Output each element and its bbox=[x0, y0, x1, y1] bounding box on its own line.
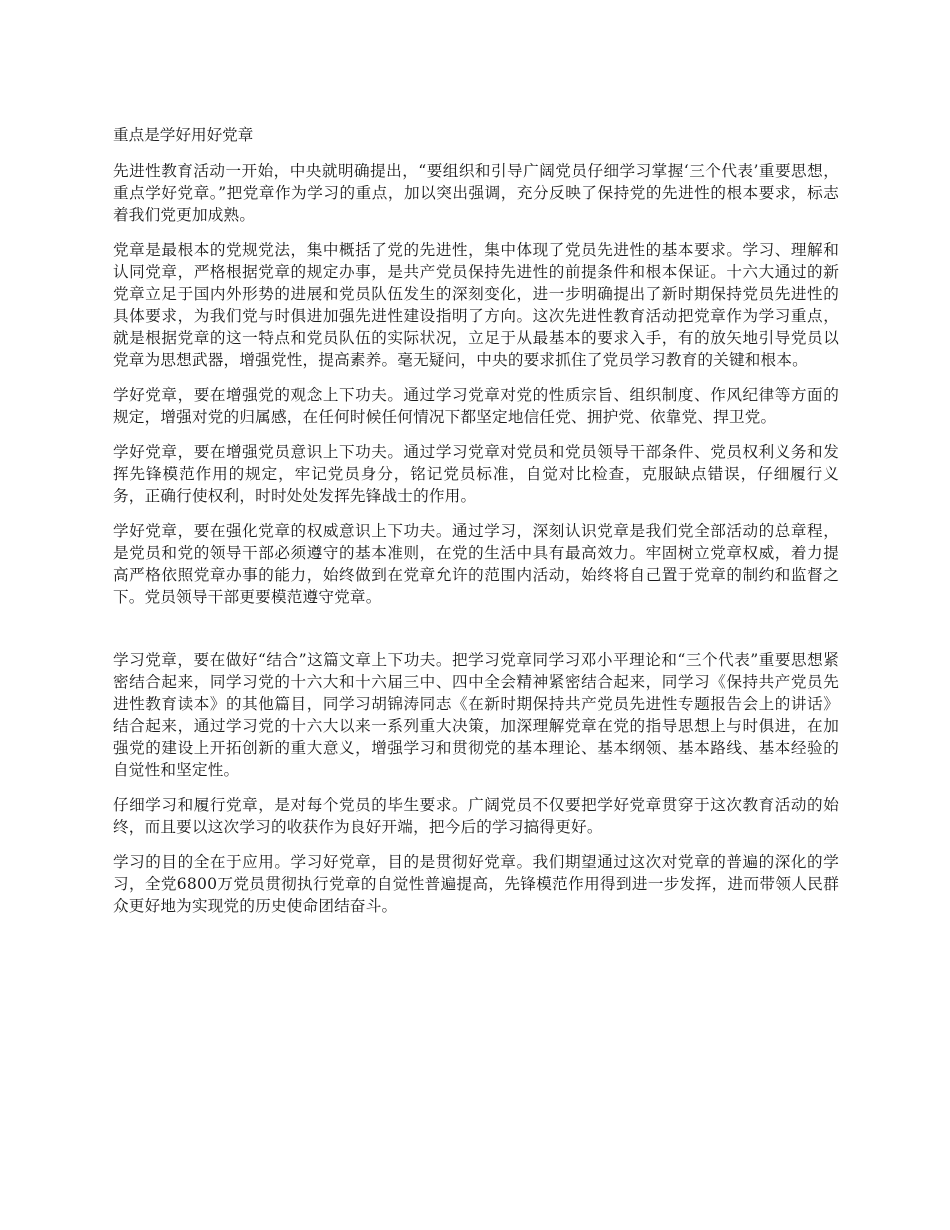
document-page bbox=[113, 124, 839, 930]
paragraph-gap bbox=[113, 621, 839, 649]
paragraph-intro: 先进性教育活动一开始，中央就明确提出，“要组织和引导广阔党员仔细学习掌握‘三个代表’重要思想，重点学好党章。”把党章作为学习的重点，加以突出强调，充分反映了保持党的先进性的根本要求，标志着我们党更加成熟。 bbox=[113, 162, 839, 224]
paragraph-member-awareness: 学好党章，要在增强党员意识上下功夫。通过学习党章对党员和党员领导干部条件、党员权利义务和发挥先锋模范作用的规定，牢记党员身分，铭记党员标准，自觉对比检查，克服缺点错误，仔细履行义务，正确行使权利，时时处处发挥先锋战士的作用。 bbox=[113, 443, 839, 505]
paragraph-application: 学习的目的全在于应用。学习好党章，目的是贯彻好党章。我们期望通过这次对党章的普遍的深化的学习，全党6800万党员贯彻执行党章的自觉性普遍提高，先锋模范作用得到进一步发挥，进而带领人民群众更好地为实现党的历史使命团结奋斗。 bbox=[113, 853, 839, 915]
paragraph-party-constitution: 党章是最根本的党规党法，集中概括了党的先进性，集中体现了党员先进性的基本要求。学习、理解和认同党章，严格根据党章的规定办事，是共产党员保持先进性的前提条件和根本保证。十六大通过的新党章立足于国内外形势的进展和党员队伍发生的深刻变化，进一步明确提出了新时期保持党员先进性的具体要求，为我们党与时俱进加强先进性建设指明了方向。这次先进性教育活动把党章作为学习重点，就是根据党章的这一特点和党员队伍的实际状况，立足于从最基本的要求入手，有的放矢地引导党员以党章为思想武器，增强党性，提高素养。毫无疑问，中央的要求抓住了党员学习教育的关键和根本。 bbox=[113, 241, 839, 369]
paragraph-combination: 学习党章，要在做好“结合”这篇文章上下功夫。把学习党章同学习邓小平理论和“三个代表”重要思想紧密结合起来，同学习党的十六大和十六届三中、四中全会精神紧密结合起来，同学习《保持共产党员先进性教育读本》的其他篇目，同学习胡锦涛同志《在新时期保持共产党员先进性专题报告会上的讲话》结合起来，通过学习党的十六大以来一系列重大决策，加深理解党章在党的指导思想上与时俱进，在加强党的建设上开拓创新的重大意义，增强学习和贯彻党的基本理论、基本纲领、基本路线、基本经验的自觉性和坚定性。 bbox=[113, 651, 839, 779]
paragraph-authority: 学好党章，要在强化党章的权威意识上下功夫。通过学习，深刻认识党章是我们党全部活动的总章程，是党员和党的领导干部必须遵守的基本准则，在党的生活中具有最高效力。牢固树立党章权威，着力提高严格依照党章办事的能力，始终做到在党章允许的范围内活动，始终将自己置于党章的制约和监督之下。党员领导干部更要模范遵守党章。 bbox=[113, 522, 839, 606]
document-title: 重点是学好用好党章 bbox=[113, 126, 254, 144]
paragraph-lifelong: 仔细学习和履行党章，是对每个党员的毕生要求。广阔党员不仅要把学好党章贯穿于这次教育活动的始终，而且要以这次学习的收获作为良好开端，把今后的学习搞得更好。 bbox=[113, 796, 839, 836]
paragraph-party-concept: 学好党章，要在增强党的观念上下功夫。通过学习党章对党的性质宗旨、组织制度、作风纪律等方面的规定，增强对党的归属感，在任何时候任何情况下都坚定地信任党、拥护党、依靠党、捍卫党。 bbox=[113, 386, 839, 426]
